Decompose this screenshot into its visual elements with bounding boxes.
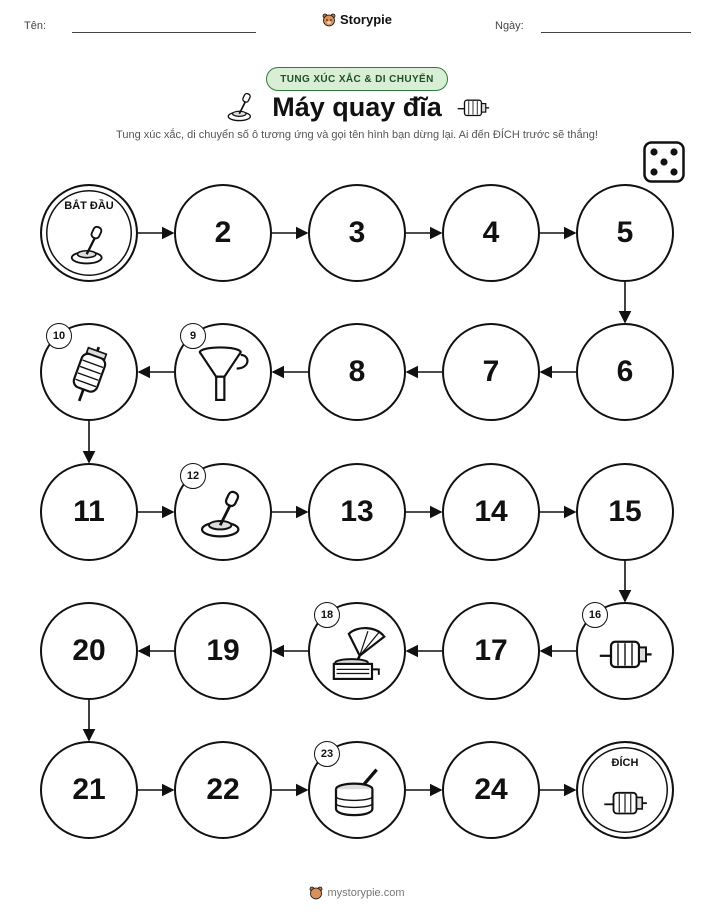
space-number: 12	[180, 463, 206, 489]
space-number: 8	[348, 355, 366, 388]
space-number: 11	[73, 495, 105, 528]
space-number: 16	[582, 602, 608, 628]
number-space	[308, 463, 406, 561]
picture-space	[40, 323, 138, 421]
space-number: 5	[616, 216, 634, 249]
date-label: Ngày:	[495, 20, 524, 32]
space-number: 9	[180, 323, 206, 349]
space-number: 15	[608, 495, 642, 528]
record-stack-icon	[329, 764, 385, 825]
name-label: Tên:	[24, 20, 47, 32]
gramophone-icon	[327, 623, 387, 688]
number-space	[442, 323, 540, 421]
space-number: 6	[616, 355, 634, 388]
bear-logo-icon	[309, 886, 323, 900]
space-number: 10	[46, 323, 72, 349]
funnel-icon	[195, 344, 251, 409]
picture-space	[576, 602, 674, 700]
number-space	[308, 323, 406, 421]
space-number: 7	[482, 355, 500, 388]
picture-space	[174, 463, 272, 561]
start-label: BẮT ĐẦU	[64, 200, 114, 212]
picture-space	[308, 602, 406, 700]
number-space	[308, 184, 406, 282]
space-number: 4	[482, 216, 500, 249]
space-number: 17	[474, 634, 508, 667]
space-number: 2	[214, 216, 232, 249]
joystick-icon	[66, 222, 112, 273]
number-space	[576, 323, 674, 421]
number-space	[442, 463, 540, 561]
number-space	[442, 184, 540, 282]
space-number: 20	[72, 634, 106, 667]
joystick-icon	[195, 486, 251, 547]
picture-space	[174, 323, 272, 421]
space-number: 13	[340, 495, 374, 528]
motor-icon	[602, 779, 648, 830]
start-space	[40, 184, 138, 282]
number-space	[174, 602, 272, 700]
space-number: 22	[206, 773, 240, 806]
motor-icon	[597, 631, 653, 680]
number-space	[40, 741, 138, 839]
activity-badge: TUNG XÚC XẮC & DI CHUYỂN	[266, 67, 448, 91]
space-number: 23	[314, 741, 340, 767]
space-number: 3	[348, 216, 366, 249]
space-number: 21	[72, 773, 106, 806]
number-space	[576, 184, 674, 282]
number-space	[40, 602, 138, 700]
finish-space	[576, 741, 674, 839]
picture-space	[308, 741, 406, 839]
number-space	[442, 741, 540, 839]
footer-url: mystorypie.com	[327, 887, 405, 899]
space-number: 24	[474, 773, 508, 806]
number-space	[174, 184, 272, 282]
space-number: 18	[314, 602, 340, 628]
number-space	[442, 602, 540, 700]
spindle-icon	[65, 344, 113, 409]
space-number: 19	[206, 634, 240, 667]
finish-label: ĐÍCH	[611, 757, 639, 769]
number-space	[40, 463, 138, 561]
space-number: 14	[474, 495, 508, 528]
number-space	[576, 463, 674, 561]
footer	[0, 886, 714, 903]
brand-name: Storypie	[339, 12, 392, 27]
instructions: Tung xúc xắc, di chuyển số ô tương ứng và gọi tên hình bạn dừng lại. Ai đến ĐÍCH trước sẽ thắng!	[116, 129, 598, 141]
page-title: Máy quay đĩa	[272, 91, 442, 122]
number-space	[174, 741, 272, 839]
